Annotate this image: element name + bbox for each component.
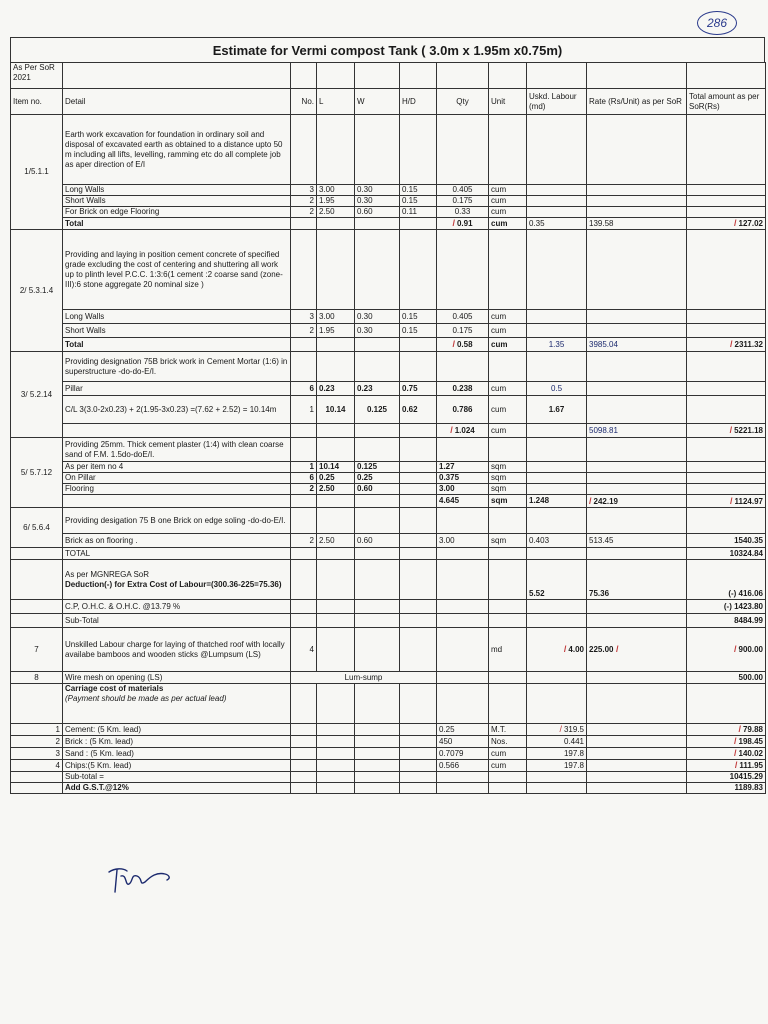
header-row xyxy=(11,89,766,115)
item-number: 1/5.1.1 xyxy=(11,115,63,230)
col-no: No. xyxy=(291,89,317,115)
mgnrega-row xyxy=(11,560,766,600)
row-l: 2.50 xyxy=(317,534,355,548)
carriage-qty: 0.7079 xyxy=(437,748,489,760)
row-h: 0.15 xyxy=(400,196,437,207)
item-description: Providing and laying in position cement concrete of specified grade excluding the cost of centering and shuttering all work up to plinth level P.C.C. 1:3:6(1 cement :2 coarse sand (zone-III):6 stone aggregate 20 nominal size ) xyxy=(63,230,291,310)
table-row xyxy=(11,185,766,196)
row-qty: 3.00 xyxy=(437,484,489,495)
row-unit: cum xyxy=(489,310,527,324)
row-no: 2 xyxy=(291,534,317,548)
table-row xyxy=(11,473,766,484)
row-detail: Long Walls xyxy=(63,310,291,324)
carriage-number: 2 xyxy=(11,736,63,748)
carriage-qty: 0.566 xyxy=(437,760,489,772)
carriage-row: 2 Brick : (5 Km. lead) 450 Nos. 0.441 / 198.45 xyxy=(11,736,766,748)
carriage-amount: 79.88 xyxy=(742,725,763,734)
row-l: 1.95 xyxy=(317,196,355,207)
row-w: 0.125 xyxy=(355,462,400,473)
col-uskd: Uskd. Labour (md) xyxy=(527,89,587,115)
total-qty: 0.58 xyxy=(456,340,473,349)
row-no: 3 xyxy=(291,185,317,196)
carriage-qty: 0.25 xyxy=(437,724,489,736)
row-qty: 0.375 xyxy=(437,473,489,484)
total-qty: 4.645 xyxy=(437,495,489,508)
total-amount: 127.02 xyxy=(738,219,763,228)
item-description: Providing designation 75B brick work in Cement Mortar (1:6) in superstructure -do-do-E/I. xyxy=(63,352,291,382)
row-no: 4 xyxy=(291,628,317,672)
carriage-number: 1 xyxy=(11,724,63,736)
row-l: 0.25 xyxy=(317,473,355,484)
row-w: 0.30 xyxy=(355,196,400,207)
estimate-sheet xyxy=(10,37,765,794)
carriage-amount: 198.45 xyxy=(738,737,763,746)
overhead-label: C.P, O.H.C. & O.H.C. @13.79 % xyxy=(63,600,291,614)
row-detail: Short Walls xyxy=(63,324,291,338)
row-unit: md xyxy=(489,628,527,672)
carriage-detail: Chips:(5 Km. lead) xyxy=(63,760,291,772)
mgnrega-labour: 5.52 xyxy=(527,560,587,600)
total-rate: 3985.04 xyxy=(587,338,687,352)
total-rate: 242.19 xyxy=(593,496,618,506)
estimate-table xyxy=(10,62,766,794)
row-w: 0.25 xyxy=(355,473,400,484)
carriage-detail: Brick : (5 Km. lead) xyxy=(63,736,291,748)
row-l: 0.23 xyxy=(317,382,355,396)
col-item: Item no. xyxy=(11,89,63,115)
row-qty: 0.175 xyxy=(437,196,489,207)
row-detail: As per item no 4 xyxy=(63,462,291,473)
row-detail: For Brick on edge Flooring xyxy=(63,207,291,218)
page-number-stamp: 286 xyxy=(697,11,737,35)
col-hd: H/D xyxy=(400,89,437,115)
mgnrega-amount: (-) 416.06 xyxy=(687,560,766,600)
row-l: 2.50 xyxy=(317,207,355,218)
item-number: 2/ 5.3.1.4 xyxy=(11,230,63,352)
carriage-unit: M.T. xyxy=(489,724,527,736)
carriage-amount: 140.02 xyxy=(738,749,763,758)
row-w: 0.60 xyxy=(355,484,400,495)
row-unit: cum xyxy=(489,382,527,396)
row-l: 3.00 xyxy=(317,185,355,196)
row-l: 2.50 xyxy=(317,484,355,495)
gst-label: Add G.S.T.@12% xyxy=(63,783,291,794)
item-8-row xyxy=(11,672,766,684)
total-qty: 1.024 xyxy=(454,426,475,435)
total-rate: 139.58 xyxy=(587,218,687,230)
grand-total-label: TOTAL xyxy=(63,548,291,560)
item-number: 6/ 5.6.4 xyxy=(11,508,63,548)
sor-label: As Per SoR xyxy=(13,63,55,72)
row-h: 0.62 xyxy=(400,396,437,424)
total-amount: 2311.32 xyxy=(734,340,763,349)
carriage-note: (Payment should be made as per actual lead) xyxy=(65,694,227,703)
document-title: Estimate for Vermi compost Tank ( 3.0m x 1.95m x0.75m) xyxy=(10,37,765,62)
row-qty: 3.00 xyxy=(437,534,489,548)
row-detail: Brick as on flooring . xyxy=(63,534,291,548)
item-6-desc-row xyxy=(11,508,766,534)
row-h: 0.15 xyxy=(400,310,437,324)
row-no: 1 xyxy=(291,396,317,424)
subtotal-row xyxy=(11,614,766,628)
row-w: 0.125 xyxy=(355,396,400,424)
total-row: 4.645 sqm 1.248 / 242.19 / 1124.97 xyxy=(11,495,766,508)
carriage-rate: 197.8 xyxy=(527,760,587,772)
row-rate: 225.00 xyxy=(589,645,614,654)
row-w: 0.30 xyxy=(355,324,400,338)
row-amount: 900.00 xyxy=(738,645,763,654)
row-w: 0.30 xyxy=(355,185,400,196)
row-h: 0.75 xyxy=(400,382,437,396)
row-labour: 1.67 xyxy=(527,396,587,424)
subtotal-2-row xyxy=(11,772,766,783)
carriage-qty: 450 xyxy=(437,736,489,748)
row-unit: sqm xyxy=(489,462,527,473)
total-labour: 1.248 xyxy=(527,495,587,508)
row-w: 0.60 xyxy=(355,207,400,218)
carriage-number: 3 xyxy=(11,748,63,760)
row-no: 6 xyxy=(291,382,317,396)
lumpsum-note: Lum-sump xyxy=(291,672,437,684)
row-detail: C/L 3(3.0-2x0.23) + 2(1.95-3x0.23) =(7.62 + 2.52) = 10.14m xyxy=(63,396,291,424)
col-w: W xyxy=(355,89,400,115)
grand-total-amount: 10324.84 xyxy=(687,548,766,560)
signature xyxy=(105,862,175,896)
row-qty: 0.33 xyxy=(437,207,489,218)
table-row xyxy=(11,324,766,338)
row-amount: 1540.35 xyxy=(687,534,766,548)
col-detail: Detail xyxy=(63,89,291,115)
total-rate: 5098.81 xyxy=(587,424,687,438)
row-detail: Flooring xyxy=(63,484,291,495)
row-no: 3 xyxy=(291,310,317,324)
table-row xyxy=(11,462,766,473)
total-labour: 1.35 xyxy=(527,338,587,352)
mgnrega-rate: 75.36 xyxy=(587,560,687,600)
row-no: 2 xyxy=(291,324,317,338)
row-no: 1 xyxy=(291,462,317,473)
total-unit: cum xyxy=(489,338,527,352)
sor-year: 2021 xyxy=(13,73,31,82)
row-l: 10.14 xyxy=(317,396,355,424)
carriage-rate: 0.441 xyxy=(527,736,587,748)
row-labour: 0.403 xyxy=(527,534,587,548)
row-labour: 4.00 xyxy=(568,645,584,654)
row-qty: 0.405 xyxy=(437,185,489,196)
row-unit: sqm xyxy=(489,534,527,548)
item-3-desc-row xyxy=(11,352,766,382)
item-description: Unskilled Labour charge for laying of thatched roof with locally availabe bamboos and wooden sticks @Lumpsum (LS) xyxy=(63,628,291,672)
carriage-rate: 197.8 xyxy=(527,748,587,760)
col-unit: Unit xyxy=(489,89,527,115)
total-unit: cum xyxy=(489,424,527,438)
overhead-row xyxy=(11,600,766,614)
row-qty: 0.238 xyxy=(437,382,489,396)
gst-row xyxy=(11,783,766,794)
row-amount: 500.00 xyxy=(687,672,766,684)
col-l: L xyxy=(317,89,355,115)
sor-row xyxy=(11,63,766,89)
table-row xyxy=(11,484,766,495)
row-unit: cum xyxy=(489,396,527,424)
row-detail: Pillar xyxy=(63,382,291,396)
subtotal-2-label: Sub-total = xyxy=(63,772,291,783)
row-w: 0.30 xyxy=(355,310,400,324)
item-description: Wire mesh on opening (LS) xyxy=(63,672,291,684)
carriage-unit: cum xyxy=(489,760,527,772)
row-l: 3.00 xyxy=(317,310,355,324)
item-1-desc-row xyxy=(11,115,766,185)
row-qty: 0.175 xyxy=(437,324,489,338)
total-qty: 0.91 xyxy=(456,219,473,228)
table-row xyxy=(11,207,766,218)
subtotal-amount: 8484.99 xyxy=(687,614,766,628)
row-no: 2 xyxy=(291,196,317,207)
row-l: 1.95 xyxy=(317,324,355,338)
row-w: 0.23 xyxy=(355,382,400,396)
col-total: Total amount as per SoR(Rs) xyxy=(687,89,766,115)
carriage-row: 4 Chips:(5 Km. lead) 0.566 cum 197.8 / 111.95 xyxy=(11,760,766,772)
carriage-number: 4 xyxy=(11,760,63,772)
carriage-row: 1 Cement: (5 Km. lead) 0.25 M.T. / 319.5 / 79.88 xyxy=(11,724,766,736)
col-qty: Qty xyxy=(437,89,489,115)
row-detail: On Pillar xyxy=(63,473,291,484)
grand-total-row xyxy=(11,548,766,560)
table-row xyxy=(11,196,766,207)
carriage-header-row xyxy=(11,684,766,724)
table-row xyxy=(11,310,766,324)
carriage-detail: Cement: (5 Km. lead) xyxy=(63,724,291,736)
row-detail: Long Walls xyxy=(63,185,291,196)
mgnrega-title: As per MGNREGA SoR xyxy=(65,569,150,579)
row-detail: Short Walls xyxy=(63,196,291,207)
item-number: 8 xyxy=(11,672,63,684)
item-number: 5/ 5.7.12 xyxy=(11,438,63,508)
row-labour: 0.5 xyxy=(527,382,587,396)
row-h: 0.15 xyxy=(400,185,437,196)
row-unit: cum xyxy=(489,207,527,218)
row-qty: 0.405 xyxy=(437,310,489,324)
overhead-amount: (-) 1423.80 xyxy=(687,600,766,614)
row-unit: cum xyxy=(489,324,527,338)
total-row: Total / 0.91 cum 0.35 139.58 / 127.02 xyxy=(11,218,766,230)
row-rate: 513.45 xyxy=(587,534,687,548)
table-row xyxy=(11,534,766,548)
carriage-row: 3 Sand : (5 Km. lead) 0.7079 cum 197.8 / 140.02 xyxy=(11,748,766,760)
total-unit: sqm xyxy=(489,495,527,508)
item-description: Providing desigation 75 B one Brick on edge soling -do-do-E/I. xyxy=(63,508,291,534)
carriage-detail: Sand : (5 Km. lead) xyxy=(63,748,291,760)
total-labour: 0.35 xyxy=(527,218,587,230)
total-amount: 1124.97 xyxy=(734,496,763,506)
item-2-desc-row xyxy=(11,230,766,310)
item-number: 7 xyxy=(11,628,63,672)
row-w: 0.60 xyxy=(355,534,400,548)
table-row xyxy=(11,382,766,396)
row-h: 0.11 xyxy=(400,207,437,218)
row-qty: 0.786 xyxy=(437,396,489,424)
subtotal-2-amount: 10415.29 xyxy=(687,772,766,783)
total-row: Total / 0.58 cum 1.35 3985.04 / 2311.32 xyxy=(11,338,766,352)
row-no: 2 xyxy=(291,484,317,495)
total-row: / 1.024 cum 5098.81 / 5221.18 xyxy=(11,424,766,438)
carriage-rate: 319.5 xyxy=(563,725,584,734)
col-rate: Rate (Rs/Unit) as per SoR xyxy=(587,89,687,115)
total-amount: 5221.18 xyxy=(734,426,763,435)
row-no: 2 xyxy=(291,207,317,218)
table-row xyxy=(11,396,766,424)
item-description: Earth work excavation for foundation in ordinary soil and disposal of excavated earth as obtained to a distance upto 50 m including all lifts, levelling, ramming etc do all complete job as aper direction of E/I xyxy=(63,115,291,185)
item-7-row: 7 Unskilled Labour charge for laying of thatched roof with locally availabe bamboos and wooden sticks @Lumpsum (LS) 4 md / 4.00 225.00 / / 900.00 xyxy=(11,628,766,672)
row-l: 10.14 xyxy=(317,462,355,473)
carriage-amount: 111.95 xyxy=(739,761,763,770)
row-unit: cum xyxy=(489,185,527,196)
item-number: 3/ 5.2.14 xyxy=(11,352,63,438)
carriage-unit: cum xyxy=(489,748,527,760)
row-no: 6 xyxy=(291,473,317,484)
row-qty: 1.27 xyxy=(437,462,489,473)
row-unit: cum xyxy=(489,196,527,207)
row-unit: sqm xyxy=(489,473,527,484)
carriage-title: Carriage cost of materials xyxy=(65,684,164,693)
gst-amount: 1189.83 xyxy=(687,783,766,794)
total-label: Total xyxy=(63,218,291,230)
row-unit: sqm xyxy=(489,484,527,495)
subtotal-label: Sub-Total xyxy=(63,614,291,628)
mgnrega-deduction: Deduction(-) for Extra Cost of Labour=(300.36-225=75.36) xyxy=(65,579,282,589)
total-unit: cum xyxy=(489,218,527,230)
total-label: Total xyxy=(63,338,291,352)
row-h: 0.15 xyxy=(400,324,437,338)
item-description: Providing 25mm. Thick cement plaster (1:4) with clean coarse sand of F.M. 1.5do-doE/I. xyxy=(63,438,291,462)
carriage-unit: Nos. xyxy=(489,736,527,748)
item-5-desc-row xyxy=(11,438,766,462)
